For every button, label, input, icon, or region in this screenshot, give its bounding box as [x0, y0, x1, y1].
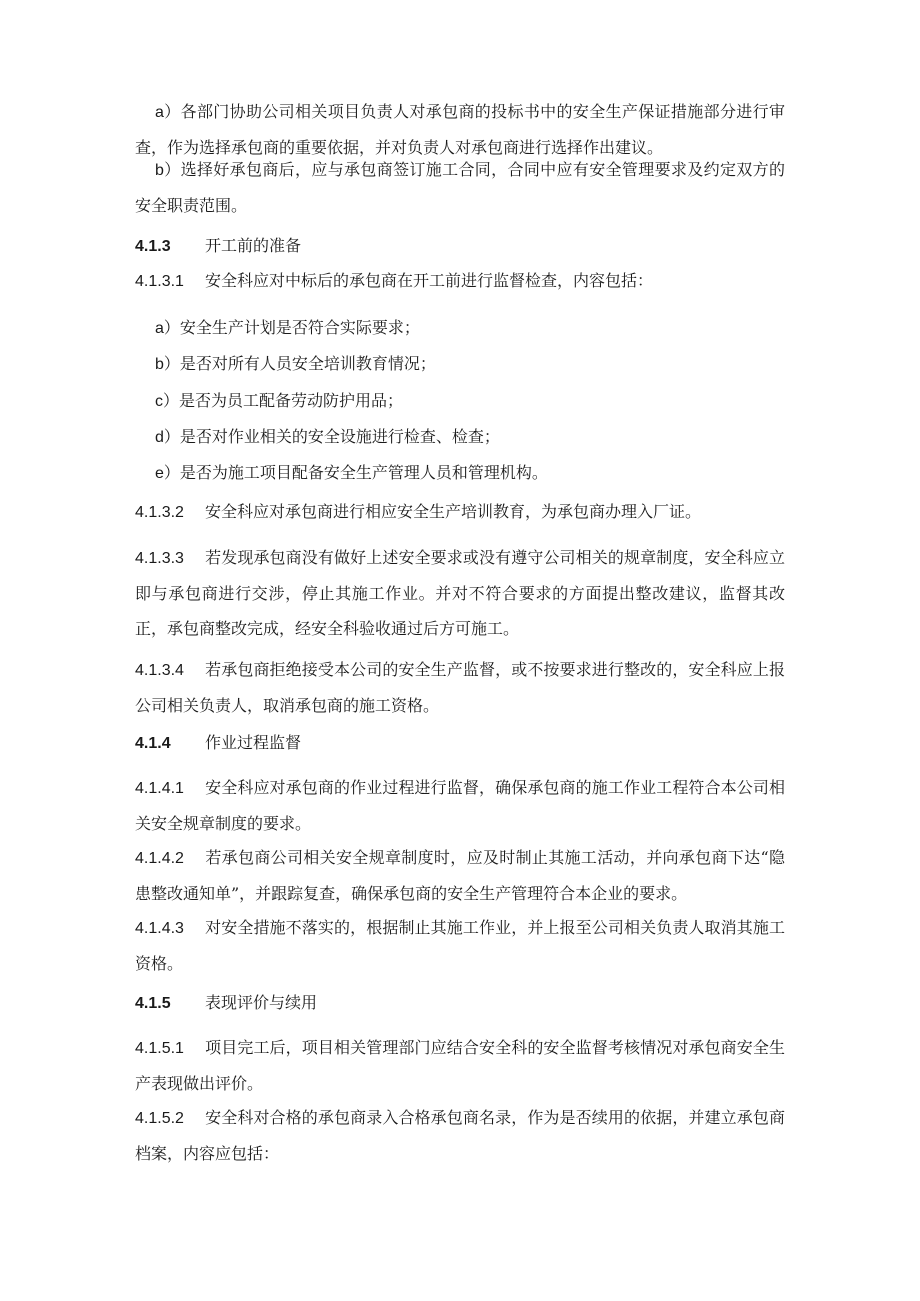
- check-item-b: [135, 346, 785, 382]
- clause-text: 若承包商拒绝接受本公司的安全生产监督，或不按要求进行整改的，安全科应上报公司相关负责人，取消承包商的施工资格。: [135, 660, 785, 715]
- clause-number: 4.1.4.3: [135, 920, 184, 937]
- clause-number: 4.1.3.2: [135, 504, 184, 521]
- clause-text: 若承包商公司相关安全规章制度时，应及时制止其施工活动，并向承包商下达“隐患整改通知单”，并跟踪复查，确保承包商的安全生产管理符合本企业的要求。: [135, 848, 785, 903]
- check-item-c: [135, 383, 785, 419]
- clause-4-1-3-4: [135, 652, 785, 723]
- clause-4-1-3-3: [135, 540, 785, 646]
- item-label: c）: [155, 393, 180, 410]
- section-number: 4.1.4: [135, 735, 171, 752]
- item-label: e）: [155, 465, 180, 482]
- clause-4-1-4-1: [135, 770, 785, 841]
- clause-number: 4.1.4.2: [135, 850, 184, 867]
- clause-4-1-3-1: [135, 263, 785, 299]
- clause-4-1-3-2: [135, 494, 785, 530]
- heading-4-1-4: [135, 725, 785, 761]
- clause-text: 若发现承包商没有做好上述安全要求或没有遵守公司相关的规章制度，安全科应立即与承包商进行交涉，停止其施工作业。并对不符合要求的方面提出整改建议，监督其改正，承包商整改完成，经安全科验收通过后方可施工。: [135, 548, 785, 638]
- clause-text: 对安全措施不落实的，根据制止其施工作业，并上报至公司相关负责人取消其施工资格。: [135, 918, 785, 973]
- clause-text: 安全科应对中标后的承包商在开工前进行监督检查，内容包括：: [205, 271, 654, 290]
- clause-4-1-5-2: [135, 1100, 785, 1171]
- item-label: a）: [155, 104, 181, 121]
- item-text: 是否对作业相关的安全设施进行检查、检查；: [179, 427, 500, 446]
- check-item-a: [135, 310, 785, 346]
- section-title: 开工前的准备: [205, 236, 302, 255]
- item-label: b）: [155, 162, 181, 179]
- clause-number: 4.1.5.1: [135, 1040, 184, 1057]
- item-label: b）: [155, 356, 180, 373]
- item-text: 各部门协助公司相关项目负责人对承包商的投标书中的安全生产保证措施部分进行审查，作为选择承包商的重要依据，并对负责人对承包商进行选择作出建议。: [135, 102, 785, 157]
- section-title: 表现评价与续用: [205, 993, 318, 1012]
- item-text: 是否为员工配备劳动防护用品；: [179, 391, 404, 410]
- clause-text: 安全科对合格的承包商录入合格承包商名录，作为是否续用的依据，并建立承包商档案，内容应包括：: [135, 1108, 785, 1163]
- item-text: 安全生产计划是否符合实际要求；: [179, 318, 420, 337]
- item-label: a）: [155, 320, 180, 337]
- heading-4-1-5: [135, 985, 785, 1021]
- clause-number: 4.1.3.4: [135, 662, 184, 679]
- item-label: d）: [155, 429, 180, 446]
- item-b-contract: [135, 152, 785, 223]
- clause-number: 4.1.3.3: [135, 550, 184, 567]
- check-item-e: [135, 455, 785, 491]
- item-text: 选择好承包商后，应与承包商签订施工合同，合同中应有安全管理要求及约定双方的安全职责范围。: [135, 160, 785, 215]
- item-text: 是否对所有人员安全培训教育情况；: [179, 354, 436, 373]
- clause-4-1-4-3: [135, 910, 785, 981]
- clause-4-1-5-1: [135, 1030, 785, 1101]
- section-number: 4.1.3: [135, 238, 171, 255]
- item-text: 是否为施工项目配备安全生产管理人员和管理机构。: [179, 463, 548, 482]
- clause-number: 4.1.5.2: [135, 1110, 184, 1127]
- section-title: 作业过程监督: [205, 733, 302, 752]
- check-item-d: [135, 419, 785, 455]
- clause-text: 安全科应对承包商进行相应安全生产培训教育，为承包商办理入厂证。: [205, 502, 702, 521]
- clause-text: 项目完工后，项目相关管理部门应结合安全科的安全监督考核情况对承包商安全生产表现做出评价。: [135, 1038, 785, 1093]
- clause-4-1-4-2: [135, 840, 785, 911]
- clause-number: 4.1.4.1: [135, 780, 184, 797]
- clause-text: 安全科应对承包商的作业过程进行监督，确保承包商的施工作业工程符合本公司相关安全规章制度的要求。: [135, 778, 785, 833]
- heading-4-1-3: [135, 228, 785, 264]
- section-number: 4.1.5: [135, 995, 171, 1012]
- clause-number: 4.1.3.1: [135, 273, 184, 290]
